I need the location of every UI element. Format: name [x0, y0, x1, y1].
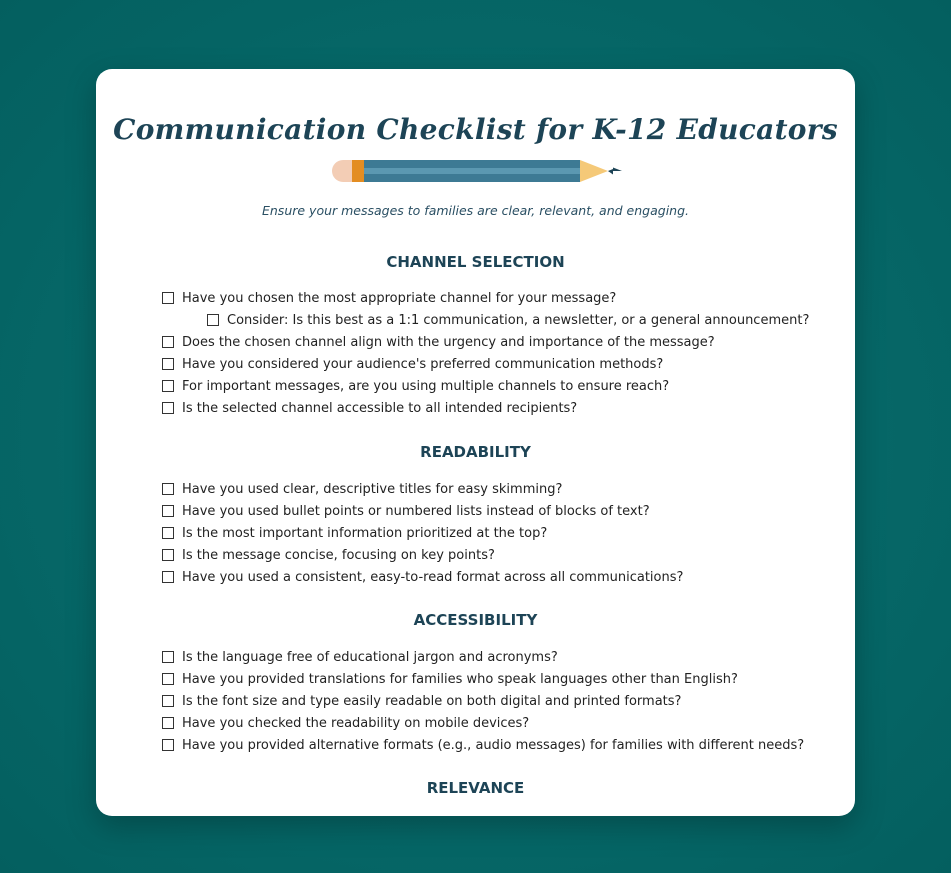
- checklist-item[interactable]: [162, 647, 558, 667]
- checkbox[interactable]: [162, 717, 174, 729]
- section-title-relevance: RELEVANCE: [426, 779, 525, 797]
- page-title: Communication Checklist for K-12 Educators: [113, 113, 838, 146]
- checklist-item[interactable]: [162, 354, 663, 374]
- checklist-item-label: Have you provided translations for families who speak languages other than English?: [182, 671, 738, 687]
- section-title-accessibility: ACCESSIBILITY: [413, 611, 538, 629]
- checklist-item-label: Have you used clear, descriptive titles for easy skimming?: [182, 481, 563, 497]
- checkbox[interactable]: [162, 505, 174, 517]
- checklist-item-label: Have you provided alternative formats (e.g., audio messages) for families with different needs?: [182, 737, 805, 753]
- checklist-item[interactable]: [162, 376, 669, 396]
- checklist-item[interactable]: [162, 501, 650, 521]
- checklist-item-label: Consider: Is this best as a 1:1 communication, a newsletter, or a general announcement?: [227, 312, 810, 328]
- checklist-item-label: Does the chosen channel align with the urgency and importance of the message?: [182, 334, 715, 350]
- checkbox[interactable]: [162, 739, 174, 751]
- checklist-item[interactable]: [162, 545, 495, 565]
- checklist-card: [96, 69, 855, 816]
- checkbox[interactable]: [162, 527, 174, 539]
- checkbox[interactable]: [162, 380, 174, 392]
- section-title-channel-selection: CHANNEL SELECTION: [386, 253, 565, 271]
- checklist-item[interactable]: [162, 523, 547, 543]
- subtitle: Ensure your messages to families are clear, relevant, and engaging.: [261, 203, 689, 218]
- checklist-item[interactable]: [162, 691, 681, 711]
- checkbox[interactable]: [162, 483, 174, 495]
- checklist-item-label: Is the message concise, focusing on key points?: [182, 547, 495, 563]
- checklist-item-label: Have you used a consistent, easy-to-read format across all communications?: [182, 569, 684, 585]
- checkbox[interactable]: [162, 336, 174, 348]
- checklist-item-label: Have you considered your audience's preferred communication methods?: [182, 356, 664, 372]
- checklist-item[interactable]: [162, 288, 616, 308]
- checkbox[interactable]: [162, 673, 174, 685]
- checklist-item[interactable]: [162, 332, 715, 352]
- checklist-item-label: Have you used bullet points or numbered lists instead of blocks of text?: [182, 503, 650, 519]
- checklist-item-label: Is the selected channel accessible to all intended recipients?: [182, 400, 578, 416]
- checklist-item[interactable]: [162, 735, 804, 755]
- checklist-item[interactable]: [162, 669, 738, 689]
- checklist-item-label: Have you checked the readability on mobile devices?: [182, 715, 530, 731]
- checkbox[interactable]: [162, 358, 174, 370]
- checkbox[interactable]: [162, 651, 174, 663]
- checklist-item-label: Is the font size and type easily readable on both digital and printed formats?: [182, 693, 682, 709]
- checklist-item[interactable]: [162, 398, 577, 418]
- checkbox[interactable]: [162, 695, 174, 707]
- checklist-item[interactable]: [162, 479, 562, 499]
- checklist-item-label: Is the language free of educational jargon and acronyms?: [182, 649, 558, 665]
- checklist-subitem[interactable]: [207, 310, 809, 330]
- checkbox[interactable]: [162, 402, 174, 414]
- checkbox[interactable]: [207, 314, 219, 326]
- checklist-item[interactable]: [162, 567, 683, 587]
- checklist-item-label: Have you chosen the most appropriate channel for your message?: [182, 290, 617, 306]
- checkbox[interactable]: [162, 571, 174, 583]
- pencil-icon: [332, 158, 622, 184]
- checkbox[interactable]: [162, 549, 174, 561]
- checkbox[interactable]: [162, 292, 174, 304]
- checklist-item[interactable]: [162, 713, 529, 733]
- section-title-readability: READABILITY: [420, 443, 531, 461]
- checklist-item-label: For important messages, are you using multiple channels to ensure reach?: [182, 378, 670, 394]
- checklist-item-label: Is the most important information prioritized at the top?: [182, 525, 548, 541]
